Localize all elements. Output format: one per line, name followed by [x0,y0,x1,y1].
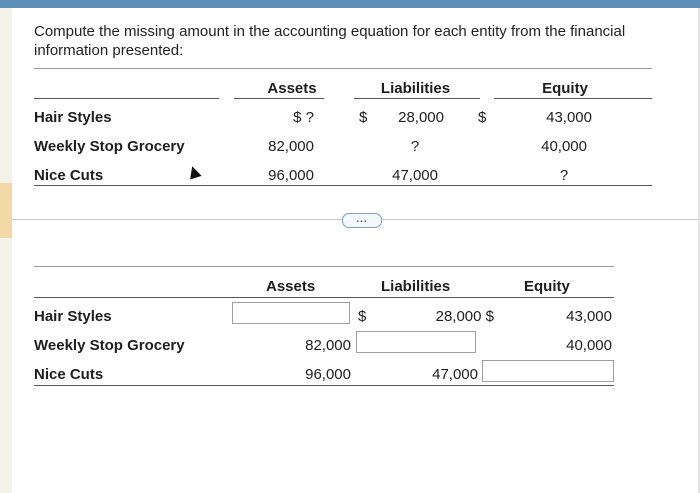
table-bottom-rule [34,185,652,186]
answer-row-hair-styles-dollar: $ [358,308,367,325]
row-hair-styles-label: Hair Styles [34,109,112,126]
row-hair-styles-dollar-liab: $ [359,109,368,126]
answer-row-weekly-stop-assets: 82,000 [305,337,351,354]
question-text: Compute the missing amount in the accounting equation for each entity from the financial information presented: [34,23,626,59]
header-rule-liabilities [354,98,480,99]
expand-ellipsis-button[interactable]: ... [342,213,382,228]
answer-row-hair-styles-label: Hair Styles [34,308,112,325]
table-top-rule [34,68,652,69]
row-hair-styles-liabilities: 28,000 [398,109,444,126]
answer-header-equity: Equity [524,278,570,295]
top-bar [0,0,700,8]
answer-header-rule [34,297,614,298]
header-rule-assets [234,98,324,99]
answer-header-assets: Assets [266,278,316,295]
mouse-cursor-icon [186,164,201,179]
header-liabilities: Liabilities [380,80,451,97]
answer-header-liabilities: Liabilities [381,278,451,295]
header-rule-entity [34,98,219,99]
row-hair-styles-assets: $ ? [293,109,314,126]
row-weekly-stop-equity: 40,000 [541,138,587,155]
answer-table-top-rule [34,266,614,267]
left-strip-accent [0,183,12,238]
row-nice-cuts-liabilities: 47,000 [392,167,438,184]
header-equity: Equity [542,80,588,97]
header-assets: Assets [267,80,317,97]
answer-row-hair-styles-equity: 43,000 [566,308,612,325]
nice-cuts-equity-input[interactable] [482,360,614,382]
header-rule-equity [494,98,652,99]
row-nice-cuts-equity: ? [559,167,569,184]
answer-row-weekly-stop-label: Weekly Stop Grocery [34,337,185,354]
hair-styles-assets-input[interactable] [232,302,350,324]
answer-row-nice-cuts-assets: 96,000 [305,366,351,383]
answer-table-bottom-rule [34,385,614,386]
row-weekly-stop-liabilities: ? [410,138,420,155]
row-hair-styles-dollar-eq: $ [478,109,487,126]
weekly-stop-liabilities-input[interactable] [356,331,476,353]
answer-row-nice-cuts-liabilities: 47,000 [432,366,478,383]
answer-row-hair-styles-liabilities: 28,000 $ [435,308,494,325]
row-hair-styles-equity: 43,000 [546,109,592,126]
answer-row-weekly-stop-equity: 40,000 [566,337,612,354]
left-strip [0,8,12,493]
answer-row-nice-cuts-label: Nice Cuts [34,366,104,383]
row-nice-cuts-label: Nice Cuts [34,167,104,184]
row-weekly-stop-label: Weekly Stop Grocery [34,138,185,155]
row-weekly-stop-assets: 82,000 [268,138,314,155]
row-nice-cuts-assets: 96,000 [268,167,314,184]
